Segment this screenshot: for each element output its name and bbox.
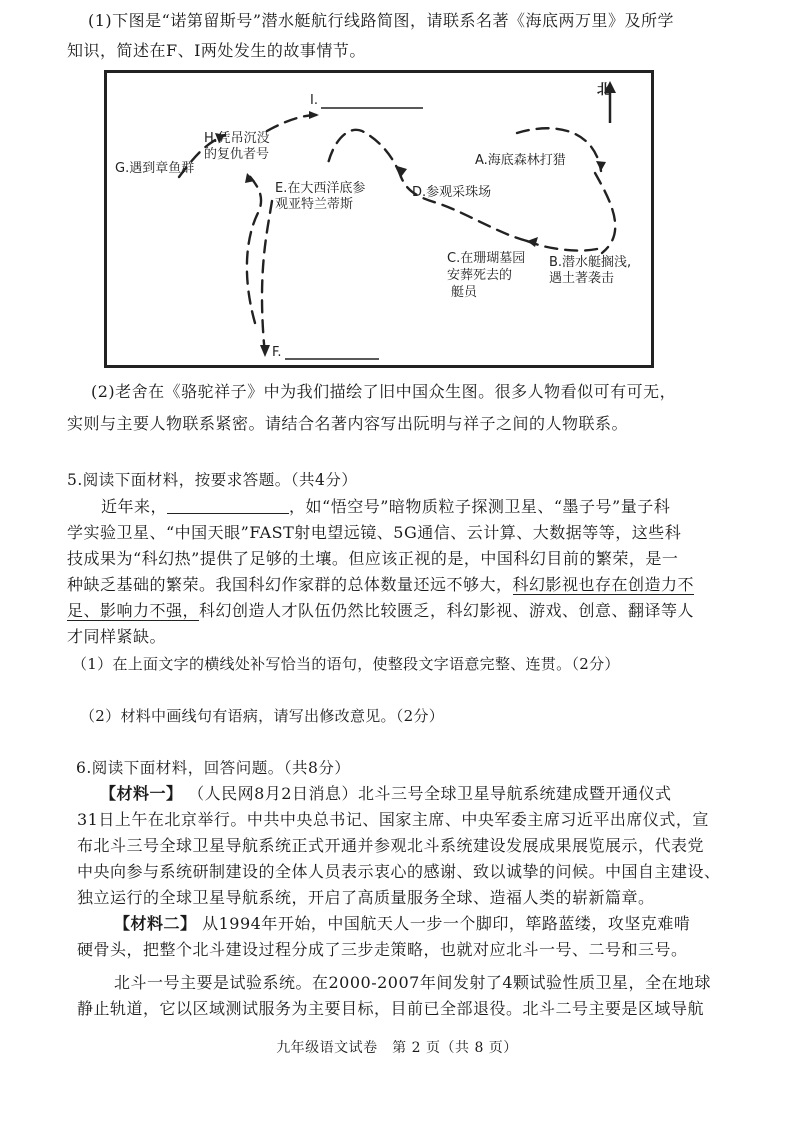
point-c-label-line1: C.在珊瑚墓园	[447, 251, 526, 266]
route-segment-e-f	[262, 201, 272, 355]
q6-material2-line1-text: 从1994年开始，中国航天人一步一个脚印，筚路蓝缕，攻坚克难啃	[202, 914, 691, 933]
q4-part2-line1: (2)老舍在《骆驼祥子》中为我们描绘了旧中国众生图。很多人物看似可有可无，	[91, 382, 677, 401]
q5-underlined-sentence-part2: 足、影响力不强，	[67, 601, 200, 620]
point-c-label-line3: 艇员	[451, 285, 478, 300]
point-f-label: F.	[272, 345, 282, 360]
point-g-label: G.遇到章鱼群	[115, 161, 195, 176]
q6-material1-tag: 【材料一】	[100, 784, 183, 803]
q5-para-line5-end: 科幻创造人才队伍仍然比较匮乏，科幻影视、游戏、创意、翻译等人	[199, 601, 695, 620]
q5-para-line1	[101, 496, 670, 518]
q6-material1-line4: 中央向参与系统研制建设的全体人员表示衷心的感谢、致以诚挚的问候。中国自主建设、	[77, 862, 721, 881]
point-b-label-line2: 遇土著袭击	[549, 271, 615, 286]
route-segment-b-c	[527, 241, 597, 251]
point-i-label: I.	[310, 93, 318, 108]
route-map-drawing	[107, 73, 651, 365]
point-e-label-line2: 观亚特兰蒂斯	[275, 197, 354, 212]
q6-material1-line5: 独立运行的全球卫星导航系统，开启了高质量服务全球、造福人类的崭新篇章。	[77, 888, 655, 907]
q5-para-line1-end: ，如“悟空号”暗物质粒子探测卫星、“墨子号”量子科	[289, 497, 671, 516]
point-c-label-line2: 安葬死去的	[447, 268, 513, 283]
q6-material1-line2: 31日上午在北京举行。中共中央总书记、国家主席、中央军委主席习近平出席仪式，宣	[77, 810, 709, 829]
q5-subquestion-2: （2）材料中画线句有语病，请写出修改意见。（2分）	[80, 707, 445, 725]
route-segment-a-b	[595, 173, 615, 253]
q6-material1-line3: 布北斗三号全球卫星导航系统正式开通并参观北斗系统建设发展成果展览展示，代表党	[77, 836, 705, 855]
q6-material2-line4: 静止轨道，它以区域测试服务为主要目标，目前已全部退役。北斗二号主要是区域导航	[77, 999, 705, 1018]
q6-material2-tag: 【材料二】	[114, 914, 197, 933]
q5-para-line4-start: 种缺乏基础的繁荣。我国科幻作家群的总体数量还远不够大，	[67, 575, 513, 594]
route-segment-d-e	[327, 130, 401, 177]
route-segment-f-g	[247, 173, 261, 323]
q5-para-line2: 学实验卫星、“中国天眼”FAST射电望远镜、5G通信、云计算、大数据等等，这些科	[67, 523, 682, 542]
point-h-label-line2: 的复仇者号	[204, 147, 270, 162]
q5-para-line1-start: 近年来，	[101, 497, 168, 516]
q5-para-line4	[67, 574, 694, 596]
q4-part1-line1: (1)下图是“诺第留斯号”潜水艇航行线路简图，请联系名著《海底两万里》及所学	[88, 11, 675, 30]
q6-material2-line3: 北斗一号主要是试验系统。在2000-2007年间发射了4颗试验性质卫星，全在地球	[114, 973, 712, 992]
point-e-label-line1: E.在大西洋底参	[275, 181, 366, 196]
q5-fill-blank	[167, 497, 289, 514]
q5-heading: 5.阅读下面材料，按要求答题。（共4分）	[67, 471, 358, 489]
q5-para-line6: 才同样紧缺。	[67, 627, 167, 646]
north-label: 北	[597, 82, 611, 98]
point-d-label: D.参观采珠场	[412, 185, 492, 200]
q6-material2-line1	[114, 913, 690, 935]
q6-heading: 6.阅读下面材料，回答问题。（共8分）	[76, 759, 351, 777]
q6-material1-line1-text: （人民网8月2日消息）北斗三号全球卫星导航系统建成暨开通仪式	[188, 784, 672, 803]
point-b-label-line1: B.潜水艇搁浅,	[549, 255, 632, 270]
q4-part1-line2: 知识，简述在F、I两处发生的故事情节。	[67, 41, 366, 60]
q5-para-line3: 技成果为“科幻热”提供了足够的土壤。但应该正视的是，中国科幻目前的繁荣，是一	[67, 549, 679, 568]
point-a-label: A.海底森林打猎	[475, 153, 566, 168]
q4-part2-line2: 实则与主要人物联系紧密。请结合名著内容写出阮明与祥子之间的人物联系。	[67, 414, 629, 433]
route-map	[104, 70, 654, 368]
q5-para-line5	[67, 600, 694, 622]
q5-subquestion-1: （1）在上面文字的横线处补写恰当的语句，使整段文字语意完整、连贯。（2分）	[72, 655, 620, 673]
q5-underlined-sentence-part1: 科幻影视也存在创造力不	[512, 575, 695, 594]
point-h-label-line1: H.凭吊沉没	[204, 131, 270, 146]
q6-material2-line2: 硬骨头，把整个北斗建设过程分成了三步走策略，也就对应北斗一号、二号和三号。	[77, 940, 688, 959]
q6-material1-line1	[100, 783, 671, 805]
page-footer: 九年级语文试卷 第 2 页（共 8 页）	[276, 1040, 518, 1056]
